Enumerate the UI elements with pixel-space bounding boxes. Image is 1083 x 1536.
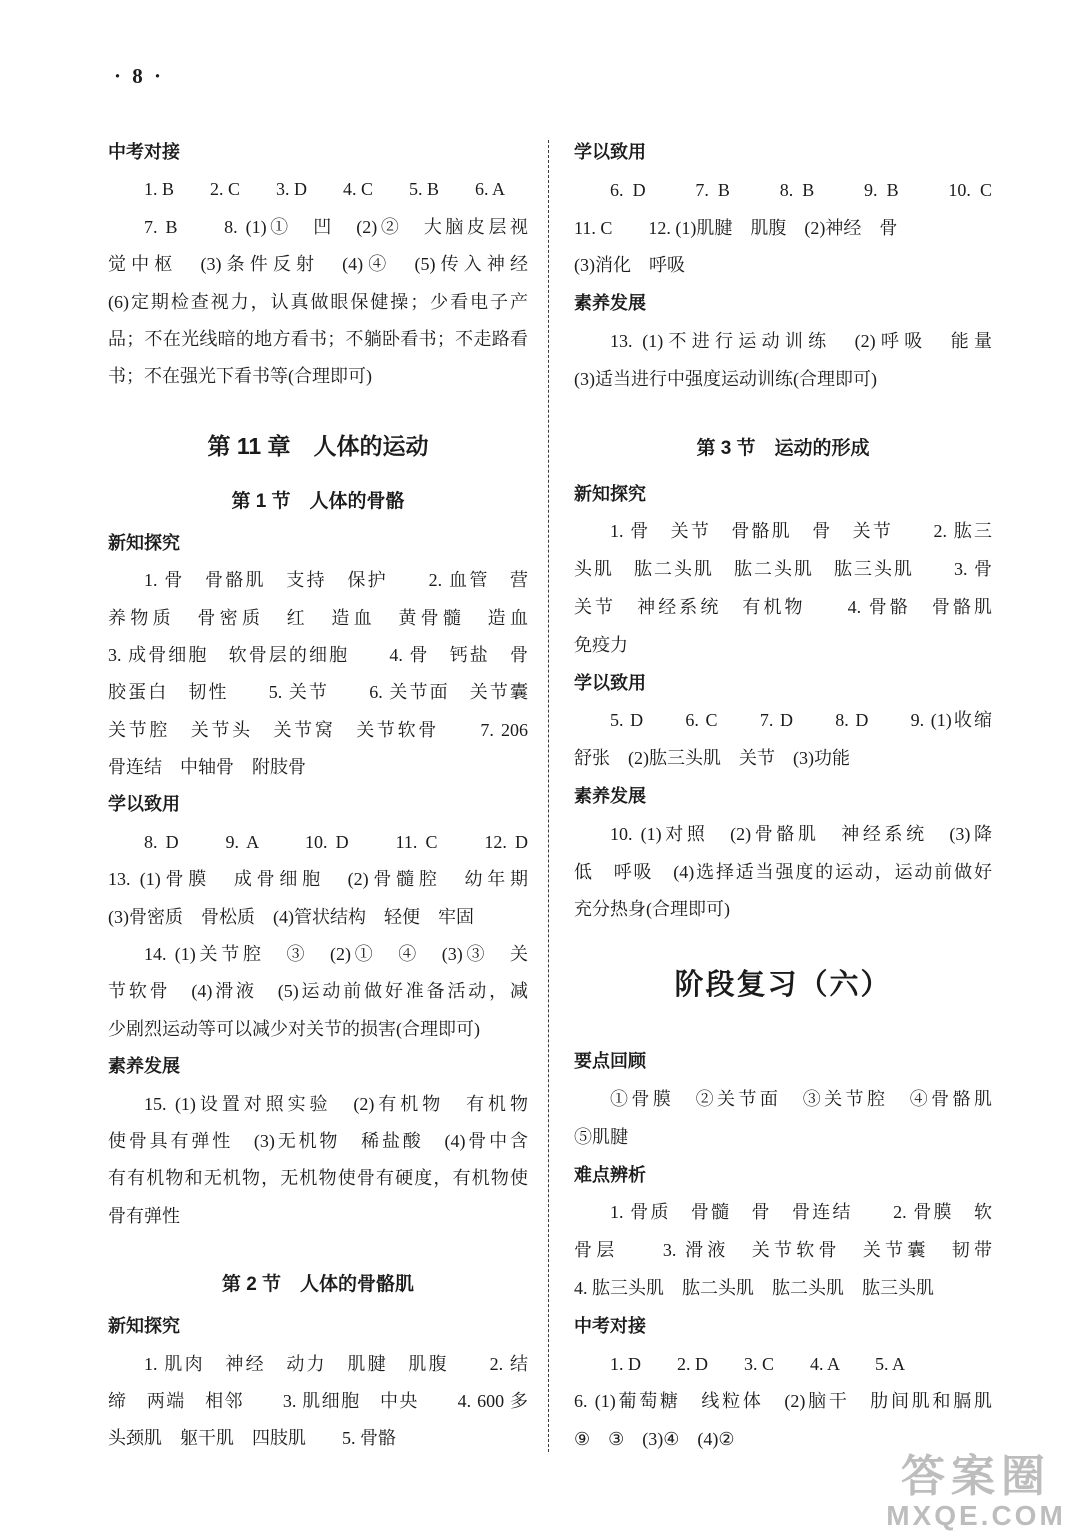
line-text: 舒张 (2)肱三头肌 关节 (3)功能 bbox=[574, 748, 850, 769]
text-line bbox=[574, 1194, 992, 1232]
line-text: (3)消化 呼吸 bbox=[574, 255, 685, 276]
answer-paragraph bbox=[574, 702, 992, 778]
watermark-site: MXQE.COM bbox=[886, 1500, 1066, 1531]
page-number: · 8 · bbox=[114, 64, 165, 88]
line-text: (3)适当进行中强度运动训练(合理即可) bbox=[574, 368, 877, 389]
answer-paragraph bbox=[108, 1346, 528, 1458]
text-line bbox=[574, 323, 992, 361]
line-text: 10. (1)对照 (2)骨骼肌 神经系统 (3)降 bbox=[610, 823, 992, 844]
text-line bbox=[574, 172, 992, 210]
answer-paragraph bbox=[108, 562, 528, 786]
subsection-label: 学以致用 bbox=[574, 672, 646, 693]
text-line bbox=[108, 674, 528, 711]
line-text: (3)骨密质 骨松质 (4)管状结构 轻便 牢固 bbox=[108, 906, 474, 927]
text-line bbox=[574, 1119, 992, 1157]
subsection-label: 新知探究 bbox=[108, 532, 180, 553]
line-text: 骨层 3. 滑液 关节软骨 关节囊 韧带 bbox=[574, 1240, 992, 1261]
text-line bbox=[574, 1346, 992, 1384]
text-line bbox=[108, 1383, 528, 1420]
line-text: 15. (1)设置对照实验 (2)有机物 有机物 bbox=[144, 1093, 528, 1114]
subsection-label: 中考对接 bbox=[574, 1315, 646, 1336]
left-column bbox=[108, 134, 528, 1458]
line-text: 1. D 2. D 3. C 4. A 5. A bbox=[610, 1353, 906, 1374]
line-text: 6. D 7. B 8. B 9. B 10. C bbox=[610, 179, 992, 200]
line-text: 胶蛋白 韧性 5. 关节 6. 关节面 关节囊 bbox=[108, 682, 528, 703]
subsection-label: 新知探究 bbox=[108, 1316, 180, 1337]
answer-paragraph bbox=[574, 513, 992, 664]
line-text: 有有机物和无机物，无机物使骨有硬度，有机物使 bbox=[108, 1168, 528, 1189]
text-line bbox=[108, 171, 528, 208]
line-text: 觉中枢 (3)条件反射 (4)④ (5)传入神经 bbox=[108, 254, 528, 275]
text-line bbox=[574, 210, 992, 248]
answer-paragraph bbox=[108, 171, 528, 208]
text-line bbox=[574, 1232, 992, 1270]
line-text: 免疫力 bbox=[574, 634, 628, 655]
line-text: 1. 骨 关节 骨骼肌 骨 关节 2. 肱三 bbox=[610, 521, 992, 542]
line-text: 使骨具有弹性 (3)无机物 稀盐酸 (4)骨中含 bbox=[108, 1130, 528, 1151]
text-line bbox=[574, 891, 992, 929]
section-title: 第 1 节 人体的骨骼 bbox=[231, 490, 405, 512]
text-line bbox=[574, 1081, 992, 1119]
section-title: 第 2 节 人体的骨骼肌 bbox=[221, 1274, 415, 1296]
text-line bbox=[108, 600, 528, 637]
line-text: 骨有弹性 bbox=[108, 1205, 180, 1226]
answer-paragraph bbox=[574, 1194, 992, 1307]
chapter-title: 第 11 章 人体的运动 bbox=[207, 432, 429, 459]
text-line bbox=[108, 1086, 528, 1123]
section-title: 第 3 节 运动的形成 bbox=[696, 437, 870, 459]
line-text: 8. D 9. A 10. D 11. C 12. D bbox=[144, 831, 528, 852]
subsection-label: 新知探究 bbox=[574, 483, 646, 504]
subsection-label: 学以致用 bbox=[574, 142, 646, 162]
text-line bbox=[108, 321, 528, 358]
line-text: 充分热身(合理即可) bbox=[574, 899, 730, 920]
line-text: 14. (1)关节腔 ③ (2)① ④ (3)③ 关 bbox=[144, 944, 528, 965]
subsection-label: 学以致用 bbox=[108, 794, 180, 815]
line-text: 13. (1)骨膜 成骨细胞 (2)骨髓腔 幼年期 bbox=[108, 869, 528, 890]
text-line bbox=[108, 1123, 528, 1160]
line-text: 11. C 12. (1)肌腱 肌腹 (2)神经 骨 bbox=[574, 217, 898, 238]
text-line bbox=[574, 551, 992, 589]
subsection-label: 中考对接 bbox=[108, 142, 180, 162]
line-text: 1. 骨质 骨髓 骨 骨连结 2. 骨膜 软 bbox=[610, 1202, 992, 1223]
subsection-label: 素养发展 bbox=[574, 785, 646, 806]
text-line bbox=[574, 1270, 992, 1308]
text-line bbox=[108, 712, 528, 749]
text-line bbox=[574, 1383, 992, 1421]
answer-paragraph bbox=[108, 209, 528, 396]
line-text: ①骨膜 ②关节面 ③关节腔 ④骨骼肌 bbox=[610, 1088, 992, 1109]
line-text: 少剧烈运动等可以减少对关节的损害(合理即可) bbox=[108, 1018, 480, 1039]
line-text: 3. 成骨细胞 软骨层的细胞 4. 骨 钙盐 骨 bbox=[108, 644, 528, 665]
text-line bbox=[108, 358, 528, 395]
answer-paragraph bbox=[574, 1081, 992, 1157]
answer-paragraph bbox=[574, 172, 992, 285]
text-line bbox=[108, 209, 528, 246]
text-line bbox=[108, 246, 528, 283]
line-text: (6)定期检查视力，认真做眼保健操；少看电子产 bbox=[108, 291, 528, 312]
line-text: 低 呼吸 (4)选择适当强度的运动，运动前做好 bbox=[574, 861, 992, 882]
line-text: ⑨ ③ (3)④ (4)② bbox=[574, 1429, 735, 1450]
line-text: 书；不在强光下看书等(合理即可) bbox=[108, 366, 372, 387]
text-line bbox=[108, 749, 528, 786]
line-text: 1. B 2. C 3. D 4. C 5. B 6. A bbox=[144, 179, 506, 200]
subsection-label: 难点辨析 bbox=[574, 1164, 646, 1185]
text-line bbox=[108, 899, 528, 936]
line-text: 缔 两端 相邻 3. 肌细胞 中央 4. 600 多 bbox=[108, 1390, 528, 1411]
subsection-label: 素养发展 bbox=[574, 293, 646, 314]
text-line bbox=[108, 861, 528, 898]
text-line bbox=[108, 1420, 528, 1457]
line-text: 关节 神经系统 有机物 4. 骨骼 骨骼肌 bbox=[574, 596, 992, 617]
line-text: 1. 肌肉 神经 动力 肌腱 肌腹 2. 结 bbox=[144, 1353, 528, 1374]
text-line bbox=[574, 854, 992, 892]
subsection-label: 要点回顾 bbox=[574, 1051, 646, 1072]
text-line bbox=[574, 589, 992, 627]
text-line bbox=[574, 627, 992, 665]
line-text: 头肌 肱二头肌 肱二头肌 肱三头肌 3. 骨 bbox=[574, 559, 992, 580]
line-text: 头颈肌 躯干肌 四肢肌 5. 骨骼 bbox=[108, 1428, 396, 1449]
answer-paragraph bbox=[108, 936, 528, 1048]
watermark-logo: 答案圈 bbox=[901, 1452, 1051, 1501]
text-line bbox=[108, 637, 528, 674]
text-line bbox=[108, 1160, 528, 1197]
line-text: 1. 骨 骨骼肌 支持 保护 2. 血管 营 bbox=[144, 570, 528, 591]
answer-paragraph bbox=[574, 816, 992, 929]
line-text: ⑤肌腱 bbox=[574, 1126, 628, 1147]
text-line bbox=[574, 513, 992, 551]
text-line bbox=[574, 816, 992, 854]
text-line bbox=[108, 1346, 528, 1383]
text-line bbox=[108, 936, 528, 973]
subsection-label: 素养发展 bbox=[108, 1056, 180, 1077]
column-divider bbox=[548, 140, 549, 1452]
answer-paragraph bbox=[574, 1346, 992, 1459]
text-line bbox=[574, 740, 992, 778]
text-line bbox=[108, 562, 528, 599]
right-column bbox=[574, 134, 992, 1459]
text-line bbox=[574, 247, 992, 285]
text-line bbox=[108, 284, 528, 321]
answer-paragraph bbox=[574, 323, 992, 399]
review-title: 阶段复习（六） bbox=[674, 969, 892, 1002]
line-text: 关节腔 关节头 关节窝 关节软骨 7. 206 bbox=[108, 719, 528, 740]
line-text: 5. D 6. C 7. D 8. D 9. (1)收缩 bbox=[610, 710, 992, 731]
text-line bbox=[574, 702, 992, 740]
line-text: 骨连结 中轴骨 附肢骨 bbox=[108, 757, 306, 778]
line-text: 品；不在光线暗的地方看书；不躺卧看书；不走路看 bbox=[108, 328, 528, 349]
text-line bbox=[108, 1011, 528, 1048]
text-line bbox=[108, 973, 528, 1010]
text-line bbox=[108, 1198, 528, 1235]
answer-paragraph bbox=[108, 1086, 528, 1236]
text-line bbox=[574, 361, 992, 399]
text-line bbox=[108, 824, 528, 861]
line-text: 6. (1)葡萄糖 线粒体 (2)脑干 肋间肌和膈肌 bbox=[574, 1391, 992, 1412]
line-text: 13. (1)不进行运动训练 (2)呼吸 能量 bbox=[610, 330, 992, 351]
answer-paragraph bbox=[108, 824, 528, 936]
line-text: 节软骨 (4)滑液 (5)运动前做好准备活动，减 bbox=[108, 981, 528, 1002]
line-text: 4. 肱三头肌 肱二头肌 肱二头肌 肱三头肌 bbox=[574, 1277, 934, 1298]
line-text: 7. B 8. (1)① 凹 (2)② 大脑皮层视 bbox=[144, 216, 528, 237]
watermark bbox=[876, 1452, 1076, 1530]
line-text: 养物质 骨密质 红 造血 黄骨髓 造血 bbox=[108, 607, 528, 628]
